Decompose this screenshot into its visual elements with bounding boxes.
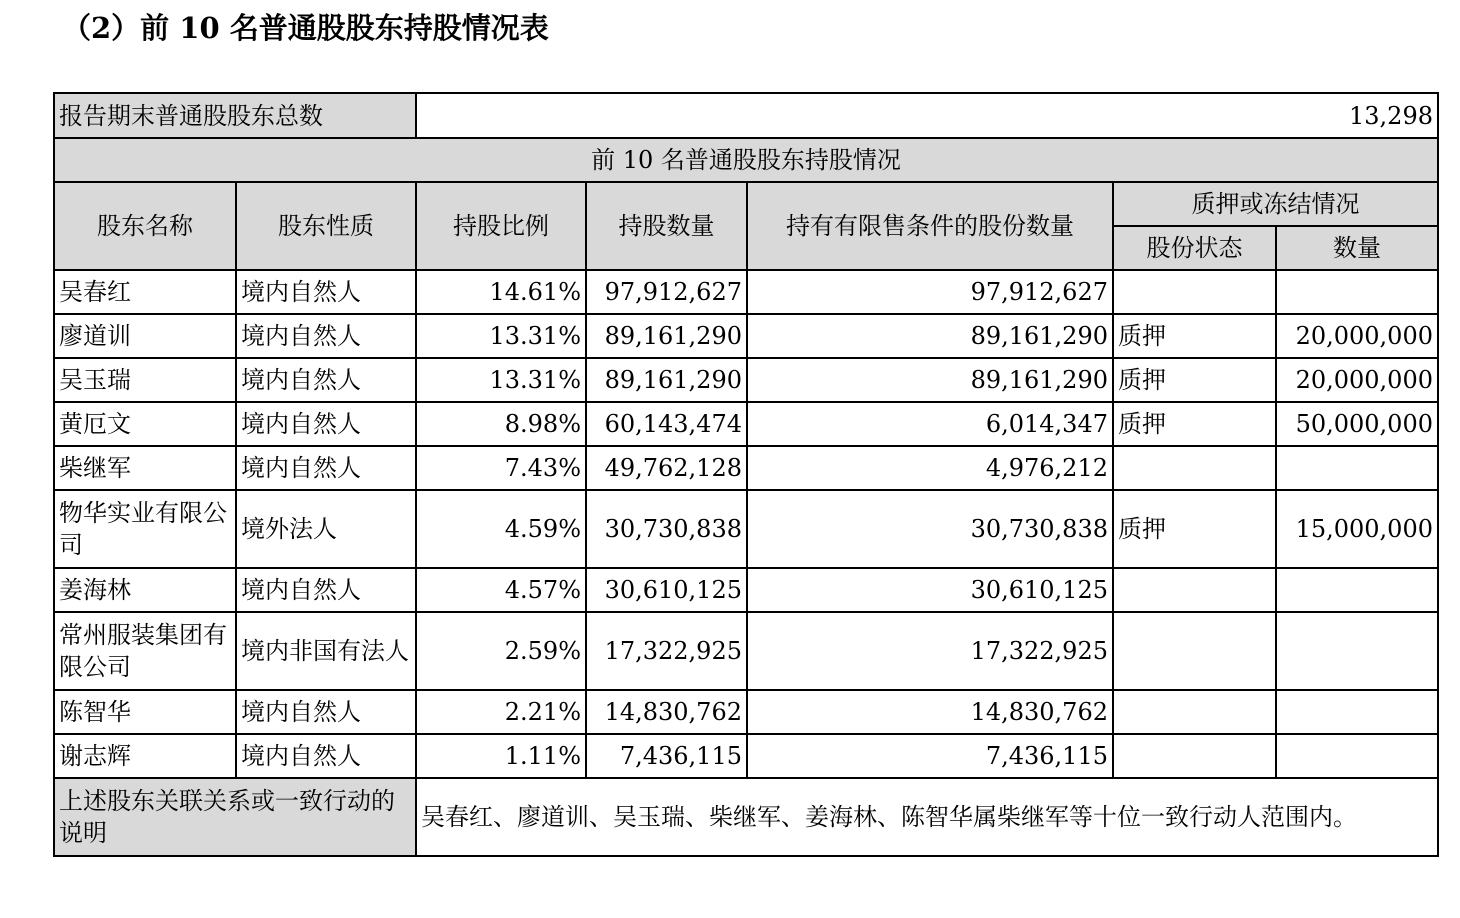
cell-ratio: 13.31% bbox=[416, 314, 586, 358]
cell-nature: 境内自然人 bbox=[236, 734, 416, 778]
shareholders-table bbox=[53, 92, 1439, 857]
cell-amount bbox=[1276, 612, 1438, 690]
table-row bbox=[54, 490, 1438, 568]
cell-nature: 境内自然人 bbox=[236, 270, 416, 314]
cell-quantity: 30,610,125 bbox=[586, 568, 747, 612]
header-pledge-group: 质押或冻结情况 bbox=[1113, 182, 1438, 226]
cell-name: 廖道训 bbox=[54, 314, 236, 358]
summary-row bbox=[54, 93, 1438, 138]
cell-ratio: 14.61% bbox=[416, 270, 586, 314]
cell-quantity: 30,730,838 bbox=[586, 490, 747, 568]
table-row bbox=[54, 314, 1438, 358]
cell-ratio: 2.59% bbox=[416, 612, 586, 690]
cell-nature: 境内自然人 bbox=[236, 568, 416, 612]
table-row bbox=[54, 402, 1438, 446]
cell-ratio: 4.57% bbox=[416, 568, 586, 612]
cell-quantity: 17,322,925 bbox=[586, 612, 747, 690]
cell-quantity: 49,762,128 bbox=[586, 446, 747, 490]
cell-status: 质押 bbox=[1113, 314, 1276, 358]
cell-nature: 境内自然人 bbox=[236, 446, 416, 490]
cell-nature: 境内非国有法人 bbox=[236, 612, 416, 690]
header-pledge-amount: 数量 bbox=[1276, 226, 1438, 270]
cell-restricted: 7,436,115 bbox=[747, 734, 1113, 778]
cell-name: 陈智华 bbox=[54, 690, 236, 734]
cell-restricted: 30,610,125 bbox=[747, 568, 1113, 612]
cell-ratio: 2.21% bbox=[416, 690, 586, 734]
cell-status bbox=[1113, 568, 1276, 612]
cell-restricted: 6,014,347 bbox=[747, 402, 1113, 446]
cell-amount bbox=[1276, 568, 1438, 612]
cell-name: 物华实业有限公司 bbox=[54, 490, 236, 568]
cell-restricted: 89,161,290 bbox=[747, 314, 1113, 358]
caption-row bbox=[54, 138, 1438, 182]
header-ratio: 持股比例 bbox=[416, 182, 586, 270]
header-name: 股东名称 bbox=[54, 182, 236, 270]
cell-quantity: 60,143,474 bbox=[586, 402, 747, 446]
cell-ratio: 1.11% bbox=[416, 734, 586, 778]
cell-status: 质押 bbox=[1113, 490, 1276, 568]
cell-name: 常州服装集团有限公司 bbox=[54, 612, 236, 690]
cell-amount bbox=[1276, 734, 1438, 778]
cell-status bbox=[1113, 612, 1276, 690]
cell-name: 谢志辉 bbox=[54, 734, 236, 778]
total-holders-label: 报告期末普通股股东总数 bbox=[54, 93, 416, 138]
cell-nature: 境内自然人 bbox=[236, 358, 416, 402]
cell-name: 吴春红 bbox=[54, 270, 236, 314]
cell-name: 吴玉瑞 bbox=[54, 358, 236, 402]
header-restricted: 持有有限售条件的股份数量 bbox=[747, 182, 1113, 270]
cell-ratio: 4.59% bbox=[416, 490, 586, 568]
cell-amount: 20,000,000 bbox=[1276, 358, 1438, 402]
cell-quantity: 97,912,627 bbox=[586, 270, 747, 314]
cell-amount: 15,000,000 bbox=[1276, 490, 1438, 568]
cell-ratio: 8.98% bbox=[416, 402, 586, 446]
cell-ratio: 7.43% bbox=[416, 446, 586, 490]
cell-amount bbox=[1276, 690, 1438, 734]
cell-restricted: 17,322,925 bbox=[747, 612, 1113, 690]
relationship-label: 上述股东关联关系或一致行动的说明 bbox=[54, 778, 416, 856]
header-nature: 股东性质 bbox=[236, 182, 416, 270]
cell-status: 质押 bbox=[1113, 358, 1276, 402]
cell-status: 质押 bbox=[1113, 402, 1276, 446]
cell-name: 姜海林 bbox=[54, 568, 236, 612]
cell-quantity: 89,161,290 bbox=[586, 358, 747, 402]
cell-restricted: 89,161,290 bbox=[747, 358, 1113, 402]
cell-amount: 20,000,000 bbox=[1276, 314, 1438, 358]
footer-row bbox=[54, 778, 1438, 856]
header-row-1 bbox=[54, 182, 1438, 226]
cell-restricted: 4,976,212 bbox=[747, 446, 1113, 490]
table-row bbox=[54, 734, 1438, 778]
cell-status bbox=[1113, 270, 1276, 314]
header-quantity: 持股数量 bbox=[586, 182, 747, 270]
cell-nature: 境外法人 bbox=[236, 490, 416, 568]
total-holders-value: 13,298 bbox=[416, 93, 1438, 138]
cell-nature: 境内自然人 bbox=[236, 690, 416, 734]
section-title: （2）前 10 名普通股股东持股情况表 bbox=[62, 11, 549, 45]
cell-quantity: 14,830,762 bbox=[586, 690, 747, 734]
cell-status bbox=[1113, 446, 1276, 490]
cell-nature: 境内自然人 bbox=[236, 402, 416, 446]
table-row bbox=[54, 270, 1438, 314]
table-row bbox=[54, 446, 1438, 490]
cell-status bbox=[1113, 690, 1276, 734]
cell-amount bbox=[1276, 446, 1438, 490]
table-row bbox=[54, 690, 1438, 734]
cell-name: 黄厄文 bbox=[54, 402, 236, 446]
cell-quantity: 7,436,115 bbox=[586, 734, 747, 778]
header-pledge-status: 股份状态 bbox=[1113, 226, 1276, 270]
cell-amount bbox=[1276, 270, 1438, 314]
table-row bbox=[54, 612, 1438, 690]
cell-quantity: 89,161,290 bbox=[586, 314, 747, 358]
cell-nature: 境内自然人 bbox=[236, 314, 416, 358]
cell-amount: 50,000,000 bbox=[1276, 402, 1438, 446]
table-row bbox=[54, 568, 1438, 612]
cell-name: 柴继军 bbox=[54, 446, 236, 490]
table-row bbox=[54, 358, 1438, 402]
cell-ratio: 13.31% bbox=[416, 358, 586, 402]
cell-restricted: 97,912,627 bbox=[747, 270, 1113, 314]
relationship-text: 吴春红、廖道训、吴玉瑞、柴继军、姜海林、陈智华属柴继军等十位一致行动人范围内。 bbox=[416, 778, 1438, 856]
cell-restricted: 30,730,838 bbox=[747, 490, 1113, 568]
cell-status bbox=[1113, 734, 1276, 778]
table-caption: 前 10 名普通股股东持股情况 bbox=[54, 138, 1438, 182]
cell-restricted: 14,830,762 bbox=[747, 690, 1113, 734]
